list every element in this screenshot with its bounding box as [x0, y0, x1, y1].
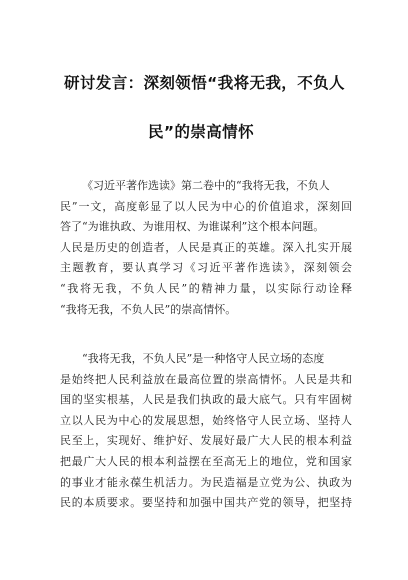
paragraph-2-line-2: 是始终把人民利益放在最高位置的崇高情怀。人民是共和 [60, 372, 352, 386]
paragraph-1 [60, 176, 352, 320]
paragraph-2-line-4: 立以人民为中心的发展思想，始终恪守人民立场、坚持人 [60, 413, 352, 427]
paragraph-2-line-6: 把最广大人民的根本利益摆在至高无上的地位，党和国家 [60, 454, 352, 468]
paragraph-1-line-7: “我将无我，不负人民”的崇高情怀。 [60, 302, 237, 316]
document-title-line-2: 民”的崇高情怀 [148, 123, 254, 141]
paragraph-2 [60, 349, 352, 514]
document-title-line-1: 研讨发言：深刻领悟“我将无我，不负人 [64, 74, 345, 92]
paragraph-1-line-6: “我将无我，不负人民”的精神力量，以实际行动诠释 [60, 281, 352, 295]
paragraph-2-line-8: 民的本质要求。要坚持和加强中国共产党的领导，把坚持 [60, 496, 352, 510]
paragraph-2-line-3: 国的坚实根基，人民是我们执政的最大底气。只有牢固树 [60, 393, 352, 407]
paragraph-1-line-4: 人民是历史的创造者，人民是真正的英雄。深入扎实开展 [60, 240, 352, 254]
paragraph-1-line-5: 主题教育，要认真学习《习近平著作选读》，深刻领会 [60, 261, 352, 275]
paragraph-2-line-1: “我将无我，不负人民”是一种恪守人民立场的态度 [82, 352, 325, 365]
paragraph-1-line-1: 《习近平著作选读》第二卷中的“我将无我，不负人 [82, 179, 330, 192]
paragraph-2-line-5: 民至上，实现好、维护好、发展好最广大人民的根本利益 [60, 434, 352, 448]
paragraph-2-line-7: 的事业才能永葆生机活力。为民造福是立党为公、执政为 [60, 475, 352, 489]
paragraph-1-line-3: 答了“为谁执政、为谁用权、为谁谋利”这个根本问题。 [60, 220, 325, 234]
paragraph-1-line-2: 民”一文，高度彰显了以人民为中心的价值追求，深刻回 [60, 199, 352, 213]
